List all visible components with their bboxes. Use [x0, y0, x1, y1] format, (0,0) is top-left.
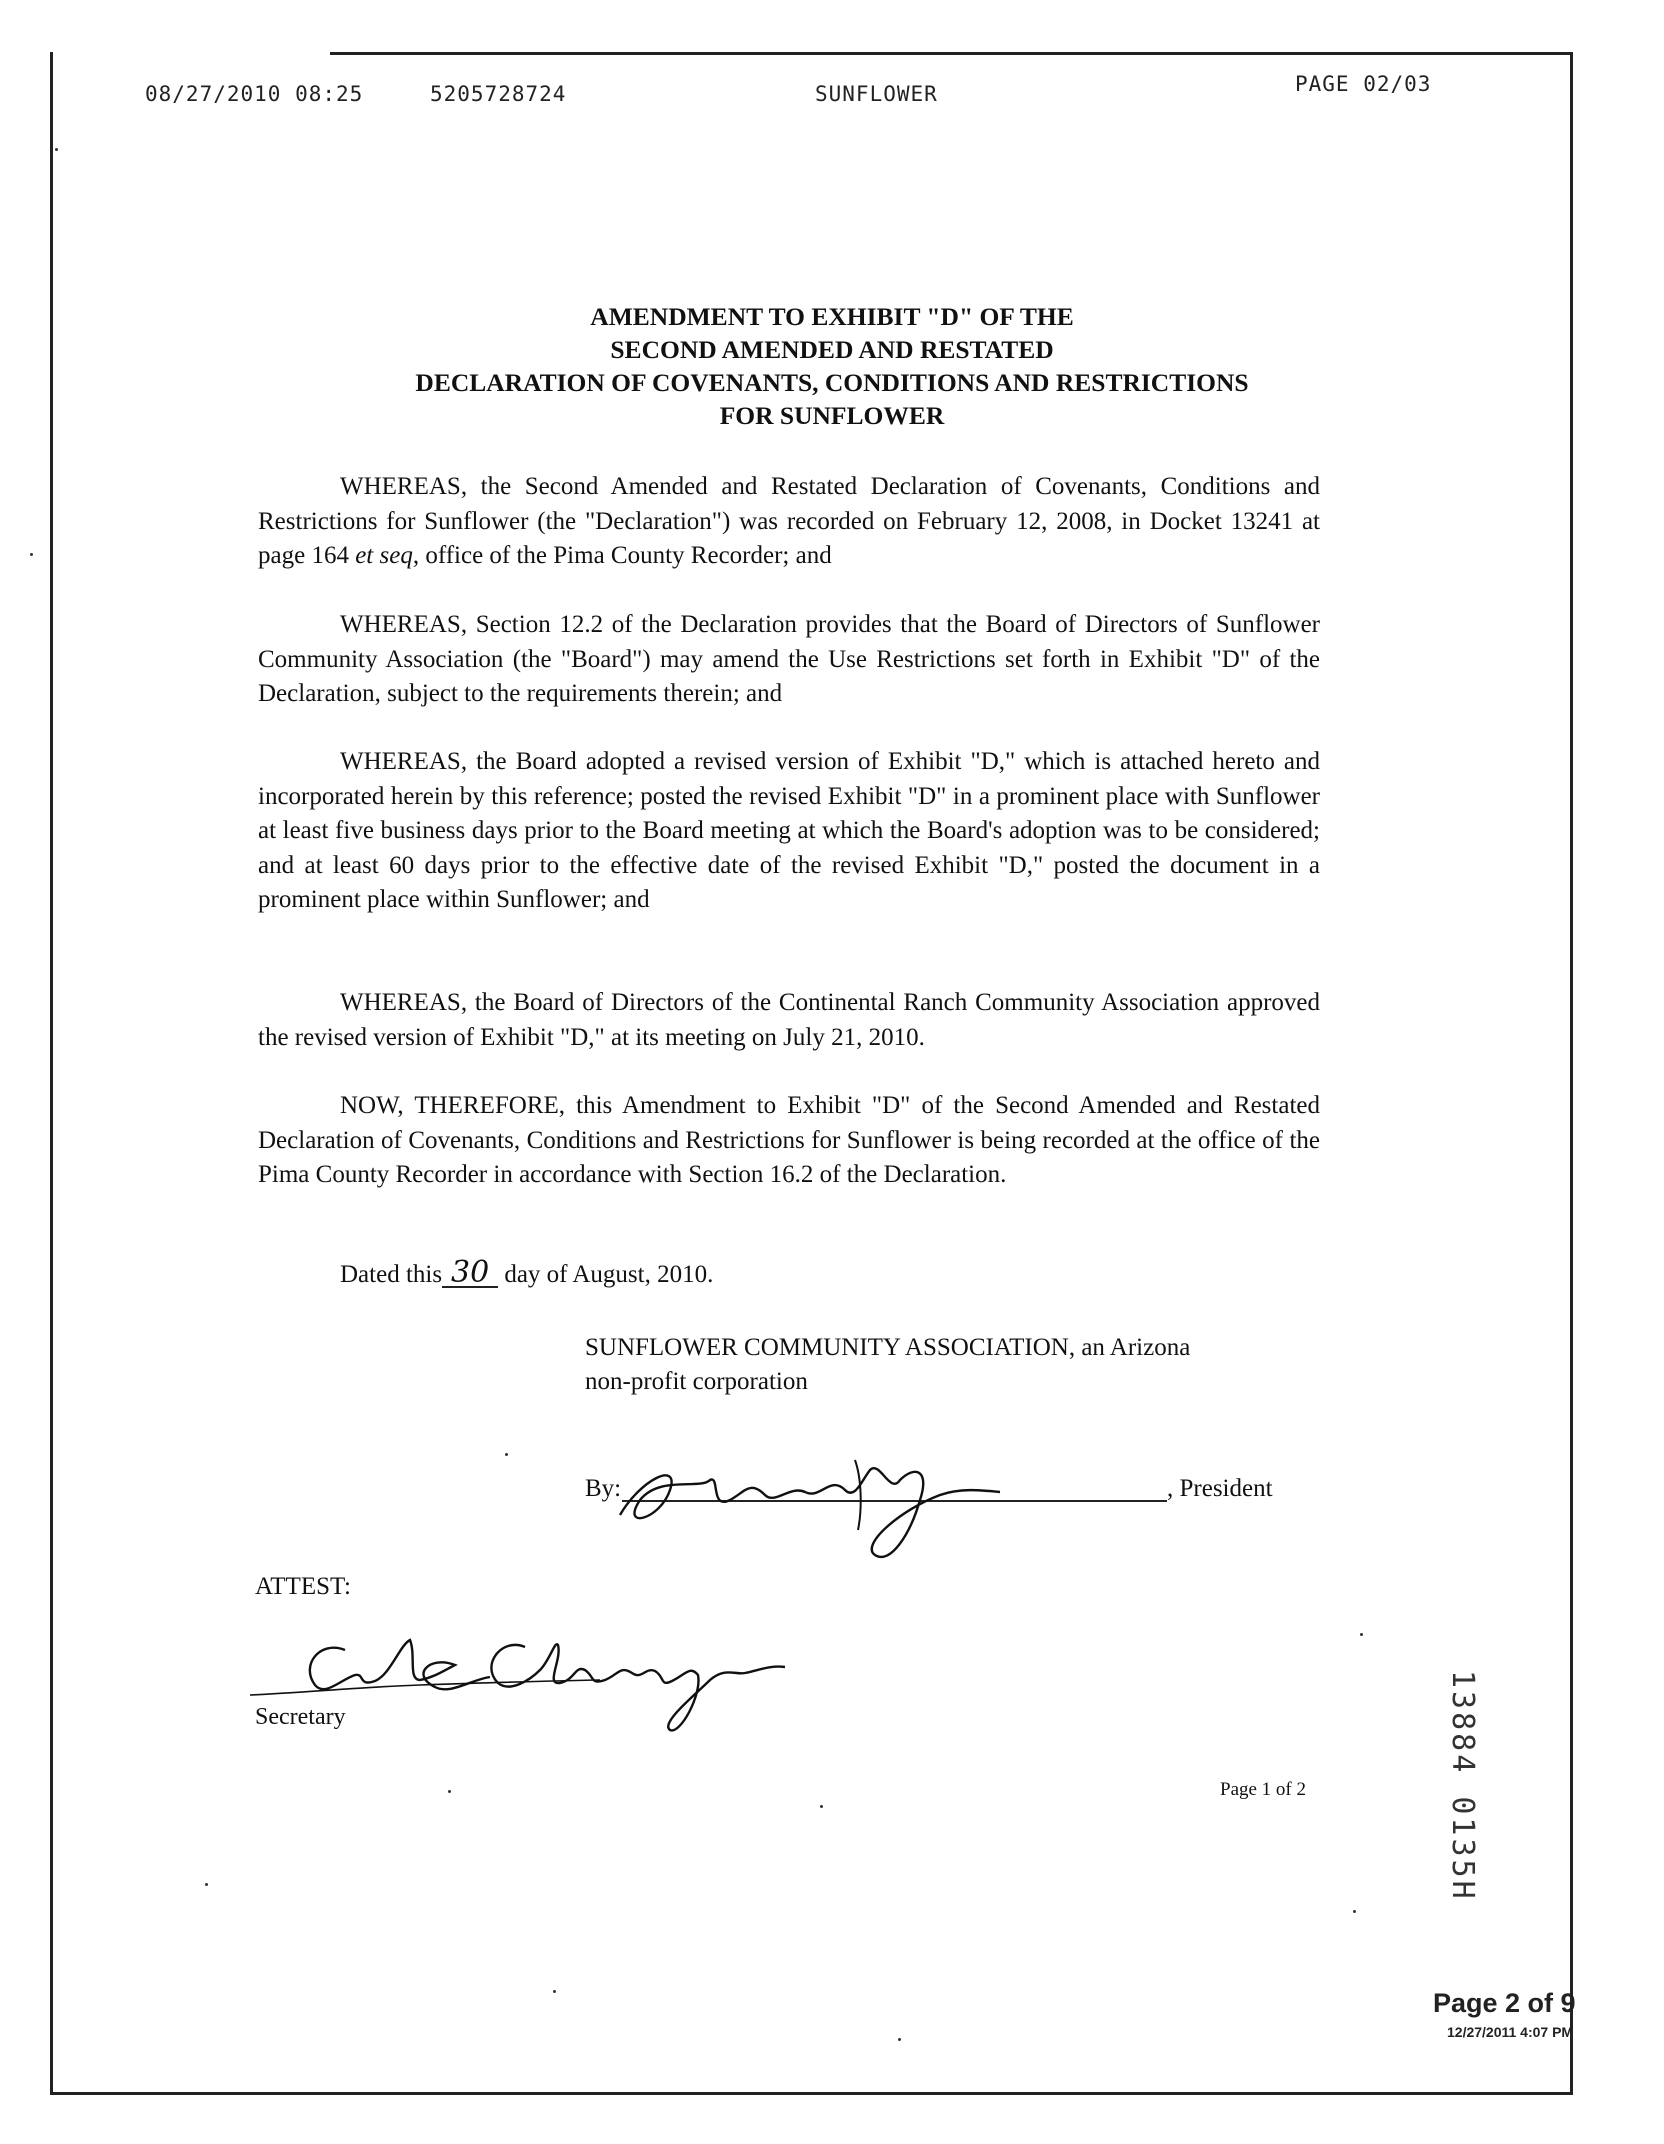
fax-page: PAGE 02/03	[1295, 72, 1432, 96]
scan-speck	[30, 553, 33, 556]
recital-paragraph-4: WHEREAS, the Board of Directors of the Continental Ranch Community Association approved the revised version of Exhibit "D," at its meeting on July 21, 2010.	[258, 989, 1320, 1051]
secretary-signature	[240, 1625, 840, 1755]
dated-suffix: day of August, 2010.	[504, 1261, 714, 1288]
scan-speck	[820, 1805, 823, 1808]
scan-speck	[448, 1790, 451, 1793]
fax-sender: SUNFLOWER	[815, 82, 938, 106]
resolution-paragraph: NOW, THEREFORE, this Amendment to Exhibit "D" of the Second Amended and Restated Declaration of Covenants, Conditions and Restrictions for Sunflower is being recorded at the office of the Pima County Recorder in accordance with Section 16.2 of the Declaration.	[258, 1092, 1320, 1188]
scan-speck	[505, 1453, 508, 1456]
scan-speck	[1353, 1910, 1356, 1913]
fax-phone: 5205728724	[430, 82, 567, 106]
association-line-2: non-profit corporation	[585, 1368, 808, 1395]
title-line-1: AMENDMENT TO EXHIBIT "D" OF THE	[590, 302, 1074, 331]
recital-1-text-a: WHEREAS, the Second Amended and Restated Declaration of Covenants, Conditions and Restrictions for Sunflower (the "Declaration") was recorded on February 12, 2008, in Docket 13241 at page 164	[258, 473, 1320, 569]
by-label: By:	[585, 1475, 622, 1502]
recorder-code: 13884 0135H	[1445, 1670, 1480, 1902]
recital-1-et-seq: et seq	[355, 542, 413, 569]
title-line-3: DECLARATION OF COVENANTS, CONDITIONS AND RESTRICTIONS	[415, 368, 1249, 397]
page-footer: Page 1 of 2	[1220, 1779, 1307, 1800]
title-line-4: FOR SUNFLOWER	[719, 401, 945, 430]
scan-speck	[55, 148, 58, 151]
secretary-title: Secretary	[255, 1704, 346, 1730]
president-signature	[600, 1420, 1020, 1580]
scan-speck	[898, 2038, 901, 2041]
page-stamp: Page 2 of 9	[1433, 1988, 1576, 2018]
recital-1-text-b: , office of the Pima County Recorder; and	[412, 542, 832, 569]
scan-border-top	[330, 52, 1570, 55]
document-title	[0, 300, 1664, 432]
recital-paragraph-3: WHEREAS, the Board adopted a revised version of Exhibit "D," which is attached hereto and incorporated herein by this reference; posted the revised Exhibit "D" in a prominent place with Sunflower at least five business days prior to the Board meeting at which the Board's adoption was to be considered; and at least 60 days prior to the effective date of the revised Exhibit "D," posted the document in a prominent place within Sunflower; and	[258, 748, 1320, 913]
scan-speck	[553, 1990, 556, 1993]
title-line-2: SECOND AMENDED AND RESTATED	[610, 335, 1054, 364]
scan-speck	[205, 1883, 208, 1886]
dated-day-handwritten: 30	[442, 1260, 498, 1288]
attest-label: ATTEST:	[255, 1573, 351, 1600]
recital-paragraph-1	[258, 470, 1320, 574]
president-title: , President	[1167, 1475, 1273, 1502]
dated-line	[340, 1255, 714, 1292]
scan-speck	[1360, 1633, 1363, 1636]
recital-paragraph-2: WHEREAS, Section 12.2 of the Declaration provides that the Board of Directors of Sunflower Community Association (the "Board") may amend the Use Restrictions set forth in Exhibit "D" of the Declaration, subject to the requirements therein; and	[258, 611, 1320, 707]
fax-datetime: 08/27/2010 08:25	[145, 82, 364, 106]
dated-prefix: Dated this	[340, 1261, 443, 1288]
page-stamp-timestamp: 12/27/2011 4:07 PM	[1447, 2024, 1574, 2040]
scan-border-bottom	[50, 2092, 1573, 2095]
association-line-1: SUNFLOWER COMMUNITY ASSOCIATION, an Arizona	[585, 1334, 1191, 1361]
